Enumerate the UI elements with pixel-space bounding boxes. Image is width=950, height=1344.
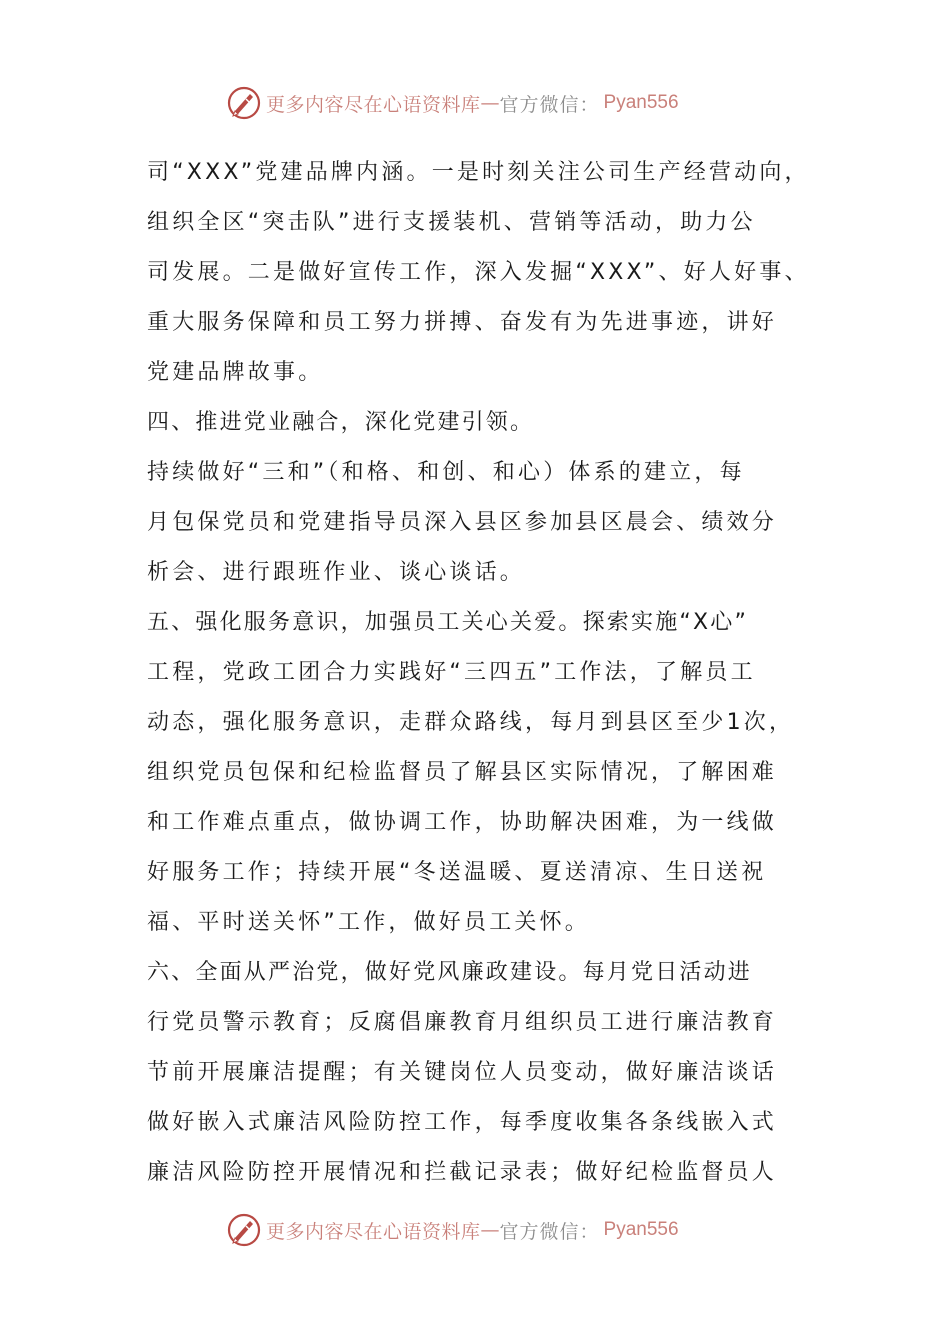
text-line: 廉洁风险防控开展情况和拦截记录表；做好纪检监督员人 xyxy=(147,1160,778,1185)
banner-wechat-id: Pyan556 xyxy=(603,1219,679,1240)
text-line: 持续做好“三和”（和格、和创、和心）体系的建立，每 xyxy=(147,460,745,485)
text-line: 动态，强化服务意识，走群众路线，每月到县区至少1次， xyxy=(147,710,795,735)
banner-title: 更多内容尽在心语资料库 xyxy=(266,1220,481,1243)
text-line: 司发展。二是做好宣传工作，深入发掘“XXX”、好人好事、 xyxy=(147,260,810,285)
text-line: 和工作难点重点，做协调工作，协助解决困难，为一线做 xyxy=(147,810,778,835)
text-line: 组织全区“突击队”进行支援装机、营销等活动，助力公 xyxy=(147,210,756,235)
body-text xyxy=(147,148,819,1198)
banner-title: 更多内容尽在心语资料库 xyxy=(266,93,481,116)
banner-separator: — xyxy=(480,92,500,114)
pen-logo-icon xyxy=(226,1212,262,1248)
text-line: 工程，党政工团合力实践好“三四五”工作法，了解员工 xyxy=(147,660,756,685)
text-line: 行党员警示教育；反腐倡廉教育月组织员工进行廉洁教育 xyxy=(147,1010,778,1035)
banner-wechat-id: Pyan556 xyxy=(603,92,679,113)
text-line: 好服务工作；持续开展“冬送温暖、夏送清凉、生日送祝 xyxy=(147,860,767,885)
text-line: 组织党员包保和纪检监督员了解县区实际情况，了解困难 xyxy=(147,760,778,785)
banner-wechat-label: 官方微信： xyxy=(499,1220,600,1243)
text-line: 司“XXX”党建品牌内涵。一是时刻关注公司生产经营动向， xyxy=(147,160,810,185)
header-watermark-banner xyxy=(226,85,679,121)
text-line: 月包保党员和党建指导员深入县区参加县区晨会、绩效分 xyxy=(147,510,778,535)
pen-logo-icon xyxy=(226,85,262,121)
section-heading: 四、推进党业融合，深化党建引领。 xyxy=(147,410,535,435)
banner-separator: — xyxy=(480,1219,500,1241)
text-line: 党建品牌故事。 xyxy=(147,360,324,385)
footer-watermark-banner xyxy=(226,1212,679,1248)
text-line: 做好嵌入式廉洁风险防控工作，每季度收集各条线嵌入式 xyxy=(147,1110,778,1135)
text-line: 福、平时送关怀”工作，做好员工关怀。 xyxy=(147,910,590,935)
text-line: 重大服务保障和员工努力拼搏、奋发有为先进事迹，讲好 xyxy=(147,310,778,335)
text-line: 析会、进行跟班作业、谈心谈话。 xyxy=(147,560,526,585)
banner-wechat-label: 官方微信： xyxy=(499,93,600,116)
section-heading: 五、强化服务意识，加强员工关心关爱。探索实施“X心” xyxy=(147,610,749,635)
section-heading: 六、全面从严治党，做好党风廉政建设。每月党日活动进 xyxy=(147,960,753,985)
text-line: 节前开展廉洁提醒；有关键岗位人员变动，做好廉洁谈话 xyxy=(147,1060,778,1085)
